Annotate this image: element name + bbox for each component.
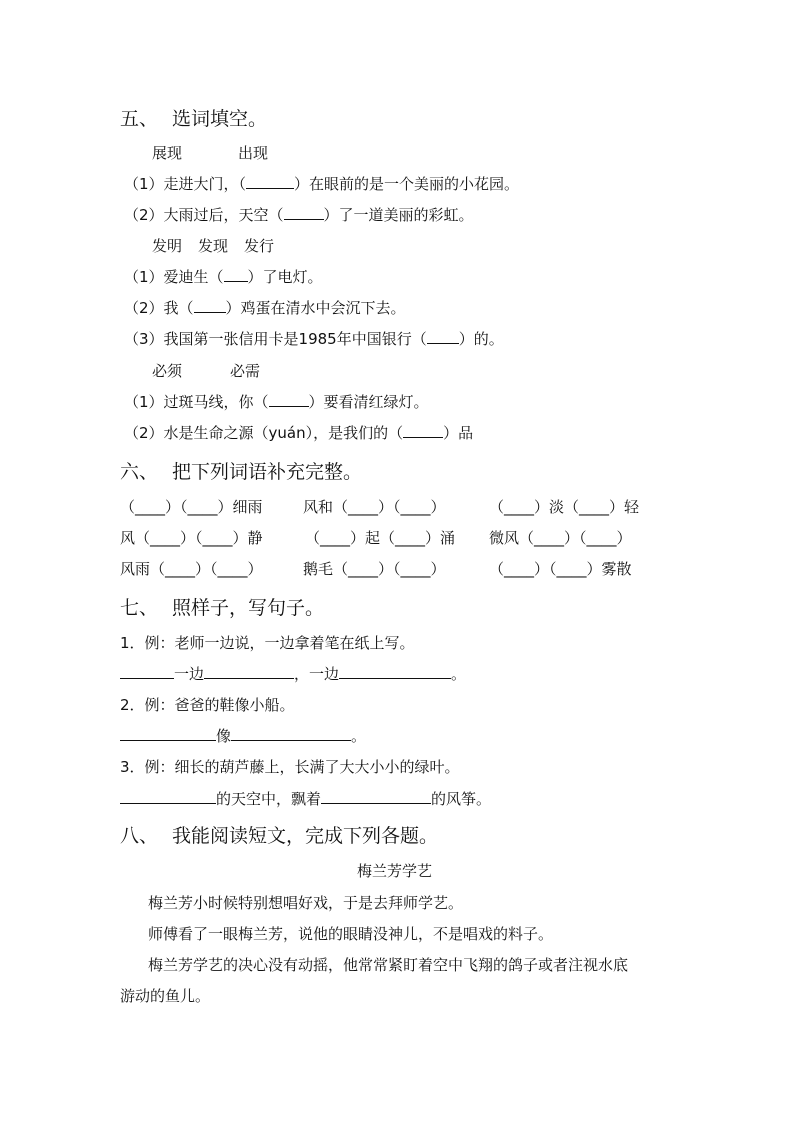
item-text: ）品 [443, 424, 474, 442]
item-text: ，一边 [294, 665, 340, 683]
word-choice: 必须 [152, 362, 183, 380]
item-text: （2）水是生命之源（yuán），是我们的（ [124, 424, 404, 442]
idiom-cell[interactable]: 风雨（____）（____） [120, 560, 263, 578]
item-text: （2）大雨过后，天空（ [124, 206, 284, 224]
answer-blank[interactable] [120, 726, 216, 741]
idiom-cell[interactable]: 风（____）（____）静 [120, 529, 263, 547]
article-title: 梅兰芳学艺 [357, 862, 433, 880]
article-paragraph: 师傅看了一眼梅兰芳，说他的眼睛没神儿，不是唱戏的料子。 [148, 925, 554, 943]
section-8-heading [120, 823, 438, 849]
fill-item [124, 174, 519, 194]
article-paragraph: 游动的鱼儿。 [120, 987, 211, 1005]
item-text: 。 [351, 727, 367, 745]
word-choices-2 [152, 236, 274, 256]
answer-blank[interactable] [224, 267, 248, 282]
word-choice: 出现 [238, 144, 269, 162]
idiom-cell[interactable]: 风和（____）（____） [303, 498, 446, 516]
answer-blank[interactable] [284, 205, 324, 220]
section-number: 五、 [120, 108, 159, 130]
article-paragraph: 梅兰芳学艺的决心没有动摇，他常常紧盯着空中飞翔的鸽子或者注视水底 [148, 956, 629, 974]
item-text: （2）我（ [124, 299, 194, 317]
fill-item [124, 423, 473, 443]
answer-blank[interactable] [231, 726, 351, 741]
article-paragraph: 梅兰芳小时候特别想唱好戏，于是去拜师学艺。 [148, 894, 464, 912]
item-text: （1）爱迪生（ [124, 268, 224, 286]
answer-blank[interactable] [339, 664, 451, 679]
fill-item [124, 329, 504, 349]
answer-blank[interactable] [403, 423, 443, 438]
section-6-heading [120, 459, 362, 485]
word-choice: 发行 [244, 237, 275, 255]
item-text: 的天空中，飘着 [216, 790, 322, 808]
example-sentence: 2．例：爸爸的鞋像小船。 [120, 696, 295, 714]
item-text: （1）过斑马线，你（ [124, 393, 269, 411]
word-choice: 发现 [198, 237, 229, 255]
section-5-heading [120, 106, 267, 132]
item-text: ）了一道美丽的彩虹。 [323, 206, 474, 224]
item-text: ）鸡蛋在清水中会沉下去。 [225, 299, 406, 317]
item-text: ）的。 [458, 330, 504, 348]
item-text: 。 [451, 665, 467, 683]
answer-blank[interactable] [269, 392, 309, 407]
idiom-cell[interactable]: （____）淡（____）轻 [489, 498, 640, 516]
idiom-cell[interactable]: （____）（____）雾散 [489, 560, 632, 578]
idiom-cell[interactable]: 鹅毛（____）（____） [303, 560, 446, 578]
section-title: 照样子，写句子。 [172, 597, 325, 619]
section-title: 选词填空。 [172, 108, 268, 130]
fill-item [124, 267, 323, 287]
section-title: 把下列词语补充完整。 [172, 461, 363, 483]
item-text: 一边 [174, 665, 205, 683]
answer-blank[interactable] [427, 329, 459, 344]
item-text: ）在眼前的是一个美丽的小花园。 [294, 175, 520, 193]
item-text: ）了电灯。 [247, 268, 323, 286]
fill-item [124, 205, 474, 225]
idiom-cell[interactable]: （____）（____）细雨 [120, 498, 263, 516]
section-number: 八、 [120, 825, 159, 847]
answer-blank[interactable] [204, 664, 294, 679]
idiom-cell[interactable]: （____）起（____）涌 [305, 529, 456, 547]
answer-blank[interactable] [246, 174, 294, 189]
answer-blank[interactable] [321, 789, 431, 804]
section-7-heading [120, 595, 324, 621]
section-number: 七、 [120, 597, 159, 619]
word-choice: 必需 [230, 362, 261, 380]
word-choice: 展现 [152, 144, 183, 162]
idiom-cell[interactable]: 微风（____）（____） [489, 529, 632, 547]
answer-line [120, 664, 466, 684]
word-choice: 发明 [152, 237, 183, 255]
word-choices-3 [152, 361, 260, 381]
section-title: 我能阅读短文，完成下列各题。 [172, 825, 439, 847]
answer-line [120, 789, 491, 809]
word-choices-1 [152, 143, 268, 163]
item-text: 的风筝。 [431, 790, 492, 808]
fill-item [124, 298, 406, 318]
item-text: ）要看清红绿灯。 [308, 393, 429, 411]
item-text: 像 [216, 727, 232, 745]
answer-line [120, 726, 366, 746]
item-text: （3）我国第一张信用卡是1985年中国银行（ [124, 330, 427, 348]
example-sentence: 1．例：老师一边说，一边拿着笔在纸上写。 [120, 634, 415, 652]
answer-blank[interactable] [120, 789, 216, 804]
answer-blank[interactable] [194, 298, 226, 313]
example-sentence: 3．例：细长的葫芦藤上，长满了大大小小的绿叶。 [120, 758, 460, 776]
fill-item [124, 392, 429, 412]
item-text: （1）走进大门，（ [124, 175, 247, 193]
answer-blank[interactable] [120, 664, 174, 679]
section-number: 六、 [120, 461, 159, 483]
